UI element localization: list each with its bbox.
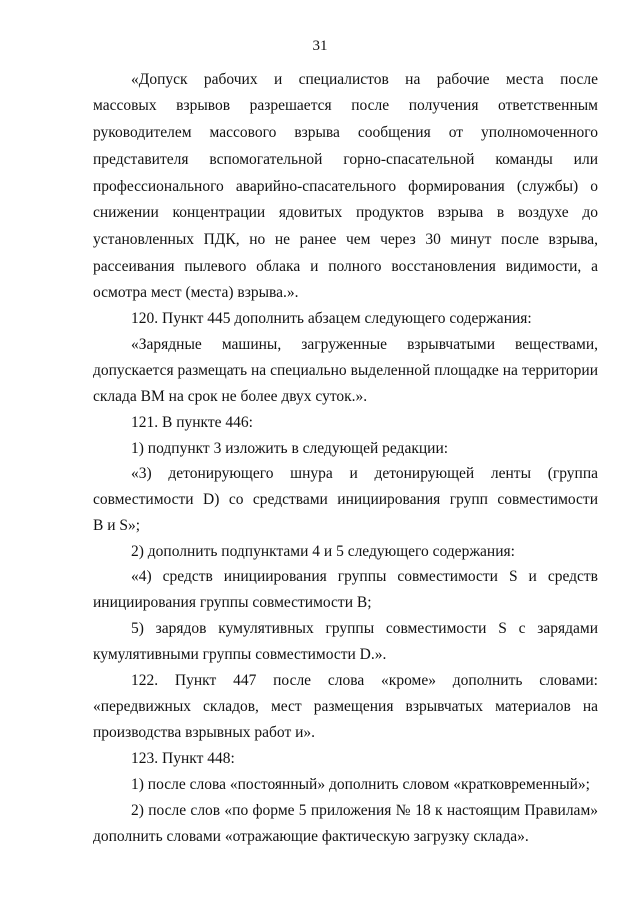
section-heading: 120. Пункт 445 дополнить абзацем следующего содержания:	[131, 310, 532, 327]
text-line: профессионального аварийно-спасательного формирования (службы) о	[93, 178, 598, 195]
text-line: 2) после слов «по форме 5 приложения № 18 к настоящим Правилам»	[131, 802, 598, 819]
text-line: 1) подпункт 3 изложить в следующей редакции:	[131, 440, 449, 457]
text-line: «Зарядные машины, загруженные взрывчатыми веществами,	[131, 336, 598, 353]
section-heading: 122. Пункт 447 после слова «кроме» дополнить словами:	[131, 672, 598, 689]
text-line: дополнить словами «отражающие фактическую загрузку склада».	[93, 828, 529, 845]
text-line: инициирования группы совместимости B;	[93, 594, 372, 611]
text-line: 1) после слова «постоянный» дополнить словом «кратковременный»;	[131, 776, 590, 793]
text-line: производства взрывных работ и».	[93, 724, 316, 741]
text-line: «3) детонирующего шнура и детонирующей ленты (группа	[131, 465, 598, 482]
text-line: «передвижных складов, мест размещения взрывчатых материалов на	[93, 698, 598, 715]
section-heading: 121. В пункте 446:	[131, 414, 253, 431]
text-line: кумулятивными группы совместимости D.».	[93, 646, 387, 663]
text-line: осмотра мест (места) взрыва.».	[93, 284, 299, 301]
text-line: «Допуск рабочих и специалистов на рабочие места после	[131, 71, 598, 88]
section-heading: 123. Пункт 448:	[131, 750, 235, 767]
text-line: склада ВМ на срок не более двух суток.».	[93, 388, 368, 405]
page-number: 31	[312, 38, 328, 54]
text-line: B и S»;	[93, 517, 141, 534]
text-line: «4) средств инициирования группы совместимости S и средств	[131, 568, 598, 585]
text-line: совместимости D) со средствами инициирования групп совместимости	[93, 491, 598, 508]
text-line: 2) дополнить подпунктами 4 и 5 следующего содержания:	[131, 543, 515, 560]
text-line: представителя вспомогательной горно-спасательной команды или	[93, 151, 598, 168]
text-line: установленных ПДК, но не ранее чем через 30 минут после взрыва,	[93, 231, 598, 248]
text-line: снижении концентрации ядовитых продуктов взрыва в воздухе до	[93, 204, 598, 221]
text-line: руководителем массового взрыва сообщения от уполномоченного	[93, 124, 598, 141]
text-line: допускается размещать на специально выделенной площадке на территории	[93, 362, 598, 379]
text-line: 5) зарядов кумулятивных группы совместимости S с зарядами	[131, 620, 598, 637]
text-line: рассеивания пылевого облака и полного восстановления видимости, а	[93, 258, 598, 275]
text-line: массовых взрывов разрешается после получения ответственным	[93, 97, 598, 114]
